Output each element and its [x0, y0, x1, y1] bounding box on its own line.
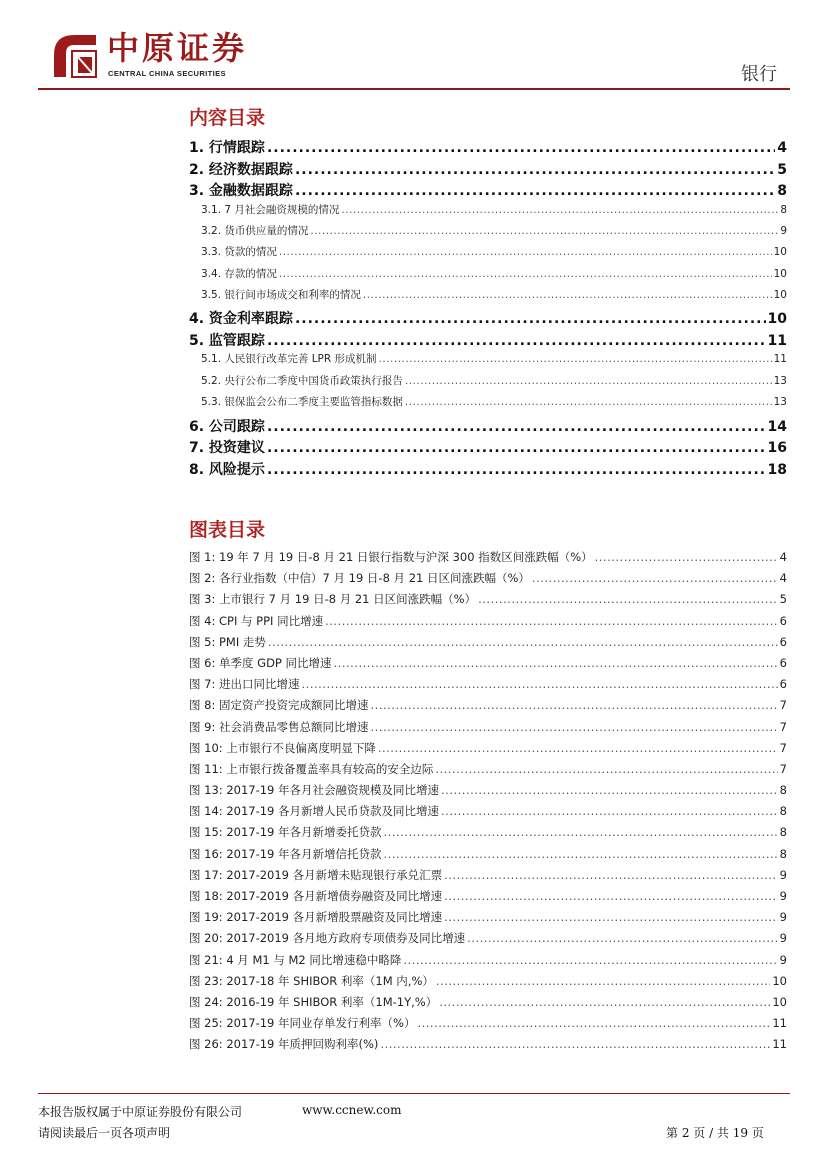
- page-header: [0, 0, 827, 92]
- toc-entry[interactable]: [189, 351, 787, 372]
- logo-english-name: CENTRAL CHINA SECURITIES: [108, 69, 226, 78]
- dot-leader: [295, 183, 775, 199]
- entry-label: 图 13: 2017-19 年各月社会融资规模及同比增速: [189, 783, 440, 798]
- figure-entry[interactable]: [189, 994, 787, 1015]
- footer-divider: [38, 1093, 790, 1094]
- entry-label: 5.3. 银保监会公布二季度主要监管指标数据: [201, 396, 403, 409]
- entry-page-number: 11: [773, 353, 787, 366]
- entry-label: 8. 风险提示: [189, 461, 265, 478]
- dot-leader: [371, 698, 778, 712]
- figure-entry[interactable]: [189, 697, 787, 718]
- entry-page-number: 5: [777, 161, 787, 178]
- entry-label: 图 8: 固定资产投资完成额同比增速: [189, 698, 369, 713]
- entry-page-number: 8: [780, 203, 787, 216]
- entry-label: 图 24: 2016-19 年 SHIBOR 利率（1M-1Y,%）: [189, 994, 438, 1009]
- entry-label: 图 18: 2017-2019 各月新增债券融资及同比增速: [189, 889, 443, 903]
- dot-leader: [267, 419, 766, 435]
- dot-leader: [325, 614, 778, 628]
- sector-label: 银行: [741, 64, 777, 85]
- entry-label: 图 21: 4 月 M1 与 M2 同比增速稳中略降: [189, 952, 402, 967]
- entry-page-number: 7: [779, 719, 787, 734]
- entry-label: 图 2: 各行业指数（中信）7 月 19 日-8 月 21 日区间涨跌幅（%）: [189, 571, 530, 586]
- header-divider: [38, 88, 790, 90]
- entry-label: 图 25: 2017-19 年同业存单发行利率（%）: [189, 1016, 416, 1031]
- entry-page-number: 14: [767, 418, 787, 435]
- figure-entry[interactable]: [189, 1015, 787, 1036]
- entry-label: 4. 资金利率跟踪: [189, 311, 293, 328]
- entry-page-number: 6: [779, 634, 787, 649]
- figure-entry[interactable]: [189, 591, 787, 612]
- dot-leader: [467, 931, 778, 945]
- entry-label: 图 6: 单季度 GDP 同比增速: [189, 655, 332, 670]
- entry-page-number: 8: [779, 846, 787, 861]
- dot-leader: [379, 353, 772, 365]
- toc-list: [189, 137, 787, 480]
- dot-leader: [371, 720, 778, 734]
- entry-page-number: 10: [773, 267, 787, 280]
- entry-page-number: 9: [779, 952, 787, 967]
- entry-page-number: 8: [779, 783, 787, 798]
- entry-page-number: 6: [779, 655, 787, 670]
- toc-entry[interactable]: [189, 266, 787, 287]
- entry-label: 图 23: 2017-18 年 SHIBOR 利率（1M 内,%）: [189, 973, 434, 988]
- company-logo-icon: [52, 33, 98, 79]
- entry-label: 图 3: 上市银行 7 月 19 日-8 月 21 日区间涨跌幅（%）: [189, 592, 477, 607]
- toc-entry[interactable]: [189, 416, 787, 438]
- dot-leader: [444, 910, 778, 924]
- figure-entry[interactable]: [189, 740, 787, 761]
- entry-label: 3.1. 7 月社会融资规模的情况: [201, 203, 340, 216]
- entry-page-number: 4: [779, 571, 787, 586]
- figure-entry[interactable]: [189, 888, 787, 909]
- entry-page-number: 13: [773, 374, 787, 387]
- dot-leader: [267, 140, 775, 156]
- figure-entry[interactable]: [189, 570, 787, 591]
- dot-leader: [435, 762, 777, 776]
- entry-label: 5.1. 人民银行改革完善 LPR 形成机制: [201, 353, 377, 366]
- dot-leader: [341, 204, 778, 216]
- entry-label: 3. 金融数据跟踪: [189, 183, 293, 199]
- footer-copyright: 本报告版权属于中原证券股份有限公司: [38, 1105, 243, 1119]
- dot-leader: [478, 592, 778, 606]
- entry-label: 图 15: 2017-19 年各月新增委托贷款: [189, 825, 382, 840]
- toc-entry[interactable]: [189, 330, 787, 352]
- dot-leader: [405, 396, 772, 408]
- entry-label: 图 16: 2017-19 年各月新增信托贷款: [189, 846, 382, 861]
- footer-disclaimer: 请阅读最后一页各项声明: [38, 1126, 171, 1140]
- figure-entry[interactable]: [189, 549, 787, 570]
- toc-entry[interactable]: [189, 308, 787, 330]
- dot-leader: [444, 868, 778, 882]
- entry-page-number: 10: [773, 246, 787, 259]
- entry-page-number: 8: [779, 825, 787, 840]
- dot-leader: [532, 571, 778, 585]
- entry-page-number: 9: [779, 910, 787, 925]
- toc-entry[interactable]: [189, 437, 787, 459]
- entry-label: 图 9: 社会消费品零售总额同比增速: [189, 719, 369, 734]
- dot-leader: [279, 246, 772, 258]
- entry-label: 图 1: 19 年 7 月 19 日-8 月 21 日银行指数与沪深 300 指数区间涨跌幅（%）: [189, 550, 593, 564]
- dot-leader: [405, 375, 772, 387]
- entry-page-number: 6: [779, 613, 787, 628]
- toc-entry[interactable]: [189, 394, 787, 415]
- entry-label: 图 20: 2017-2019 各月地方政府专项债券及同比增速: [189, 931, 466, 946]
- dot-leader: [267, 333, 766, 349]
- dot-leader: [441, 783, 778, 797]
- toc-entry[interactable]: [189, 223, 787, 244]
- entry-page-number: 7: [779, 740, 787, 755]
- entry-page-number: 13: [773, 396, 787, 409]
- entry-label: 图 19: 2017-2019 各月新增股票融资及同比增速: [189, 910, 443, 925]
- entry-page-number: 10: [772, 973, 787, 988]
- entry-page-number: 11: [772, 1037, 787, 1052]
- figure-entry[interactable]: [189, 867, 787, 888]
- entry-label: 图 4: CPI 与 PPI 同比增速: [189, 613, 324, 628]
- footer-website[interactable]: www.ccnew.com: [302, 1103, 402, 1117]
- figure-entry[interactable]: [189, 655, 787, 676]
- dot-leader: [380, 1037, 770, 1051]
- entry-label: 3.5. 银行间市场成交和利率的情况: [201, 289, 361, 302]
- entry-page-number: 6: [779, 677, 787, 692]
- entry-label: 图 14: 2017-19 各月新增人民币贷款及同比增速: [189, 804, 440, 819]
- toc-entry[interactable]: [189, 202, 787, 223]
- entry-page-number: 9: [779, 931, 787, 946]
- dot-leader: [334, 656, 778, 670]
- entry-page-number: 7: [779, 698, 787, 713]
- entry-label: 5. 监管跟踪: [189, 332, 265, 349]
- figure-entry[interactable]: [189, 1036, 787, 1057]
- figure-entry[interactable]: [189, 761, 787, 782]
- figure-entry[interactable]: [189, 613, 787, 634]
- entry-page-number: 8: [779, 804, 787, 819]
- entry-page-number: 10: [772, 994, 787, 1009]
- figure-entry[interactable]: [189, 676, 787, 697]
- entry-page-number: 10: [773, 289, 787, 302]
- entry-label: 图 7: 进出口同比增速: [189, 677, 300, 692]
- dot-leader: [436, 974, 770, 988]
- toc-entry[interactable]: [189, 180, 787, 202]
- dot-leader: [267, 462, 766, 478]
- footer-page-info: 第 2 页 / 共 19 页: [666, 1126, 764, 1140]
- toc-entry[interactable]: [189, 459, 787, 481]
- dot-leader: [363, 289, 772, 301]
- figure-entry[interactable]: [189, 973, 787, 994]
- entry-label: 3.3. 贷款的情况: [201, 246, 277, 259]
- entry-label: 1. 行情跟踪: [189, 140, 265, 156]
- entry-page-number: 11: [772, 1016, 787, 1031]
- entry-label: 6. 公司跟踪: [189, 418, 265, 435]
- dot-leader: [310, 225, 778, 237]
- entry-label: 3.2. 货币供应量的情况: [201, 224, 309, 237]
- entry-page-number: 9: [779, 889, 787, 903]
- dot-leader: [267, 440, 766, 456]
- figures-list: [189, 549, 787, 1058]
- dot-leader: [268, 635, 778, 649]
- toc-title: 内容目录: [189, 107, 266, 129]
- toc-entry[interactable]: [189, 287, 787, 308]
- dot-leader: [444, 889, 778, 903]
- dot-leader: [439, 995, 770, 1009]
- dot-leader: [279, 268, 772, 280]
- entry-label: 5.2. 央行公布二季度中国货币政策执行报告: [201, 374, 403, 387]
- dot-leader: [295, 311, 766, 327]
- entry-label: 图 11: 上市银行拨备覆盖率具有较高的安全边际: [189, 761, 434, 776]
- entry-page-number: 4: [779, 550, 787, 564]
- figure-entry[interactable]: [189, 782, 787, 803]
- toc-entry[interactable]: [189, 244, 787, 265]
- entry-page-number: 11: [767, 332, 787, 349]
- dot-leader: [384, 847, 778, 861]
- figure-entry[interactable]: [189, 719, 787, 740]
- entry-label: 3.4. 存款的情况: [201, 267, 277, 280]
- dot-leader: [595, 550, 778, 564]
- entry-page-number: 8: [777, 183, 787, 199]
- dot-leader: [441, 804, 778, 818]
- figure-entry[interactable]: [189, 930, 787, 951]
- toc-entry[interactable]: [189, 159, 787, 181]
- entry-label: 图 10: 上市银行不良偏离度明显下降: [189, 740, 376, 755]
- dot-leader: [378, 741, 778, 755]
- entry-page-number: 9: [780, 224, 787, 237]
- entry-page-number: 7: [779, 761, 787, 776]
- toc-entry[interactable]: [189, 373, 787, 394]
- figure-entry[interactable]: [189, 803, 787, 824]
- dot-leader: [302, 677, 778, 691]
- entry-page-number: 4: [777, 140, 787, 156]
- entry-label: 图 17: 2017-2019 各月新增未贴现银行承兑汇票: [189, 867, 443, 882]
- figure-entry[interactable]: [189, 909, 787, 930]
- dot-leader: [295, 162, 775, 178]
- entry-page-number: 10: [767, 311, 787, 328]
- figures-title: 图表目录: [189, 519, 266, 541]
- entry-page-number: 18: [767, 461, 787, 478]
- toc-entry[interactable]: [189, 137, 787, 159]
- figure-entry[interactable]: [189, 846, 787, 867]
- entry-page-number: 5: [779, 592, 787, 607]
- entry-label: 图 5: PMI 走势: [189, 634, 266, 649]
- entry-label: 7. 投资建议: [189, 440, 265, 457]
- figure-entry[interactable]: [189, 634, 787, 655]
- entry-label: 2. 经济数据跟踪: [189, 161, 293, 178]
- logo-chinese-name: 中原证券: [107, 29, 248, 67]
- figure-entry[interactable]: [189, 824, 787, 845]
- entry-page-number: 9: [779, 867, 787, 882]
- dot-leader: [417, 1016, 770, 1030]
- dot-leader: [403, 953, 777, 967]
- figure-entry[interactable]: [189, 952, 787, 973]
- entry-page-number: 16: [767, 440, 787, 457]
- dot-leader: [384, 825, 778, 839]
- entry-label: 图 26: 2017-19 年质押回购利率(%): [189, 1037, 379, 1052]
